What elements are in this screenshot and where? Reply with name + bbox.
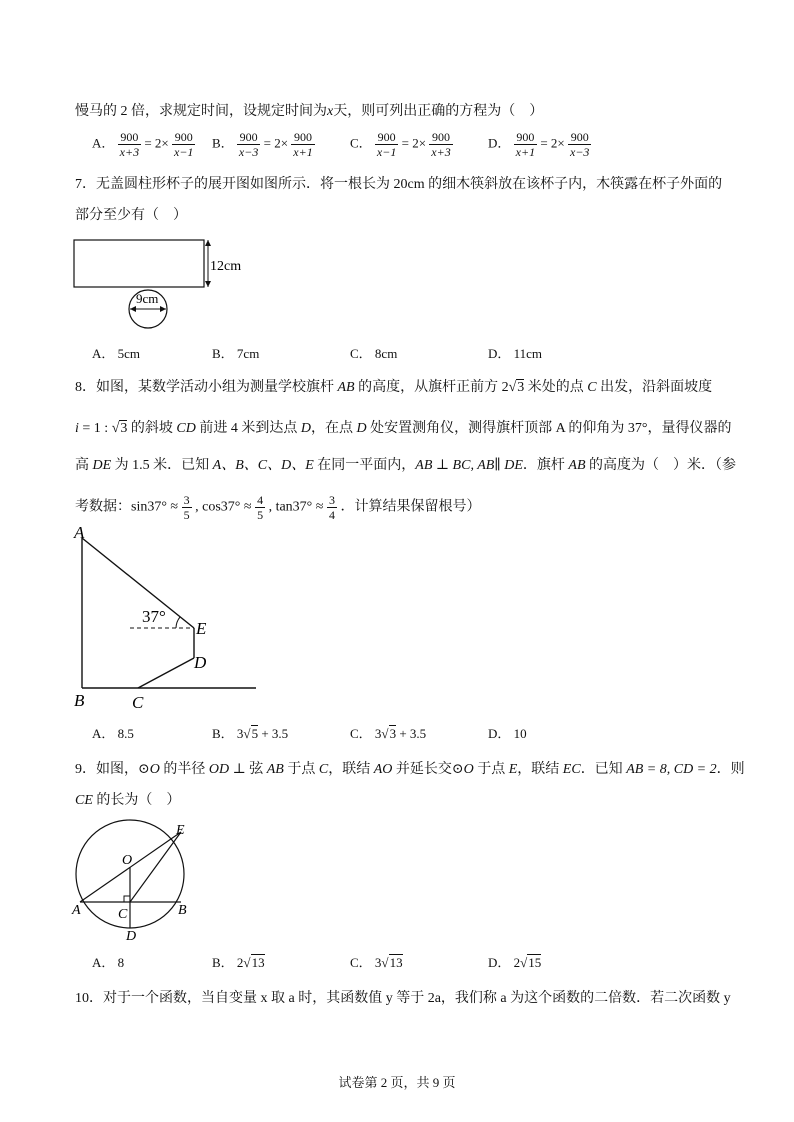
label-D: D — [126, 929, 137, 942]
q7-figure — [70, 236, 250, 332]
label-O: O — [122, 853, 133, 868]
angle-label: 37° — [142, 607, 166, 626]
q6-option-a[interactable]: A． $\frac{900}{x+3}$ = 2× $\frac{900}{x-1}$ — [92, 130, 194, 159]
label-A: A — [72, 903, 81, 918]
q9-option-c[interactable]: C． 3√13 — [350, 955, 403, 970]
q8-stem-line2: i = 1 : √3 的斜坡 CD 前进 4 米到达点 D，在点 D 处安置测角仪，测得旗杆顶部 A 的仰角为 37°，量得仪器的 — [75, 421, 732, 436]
page-footer: 试卷第 2 页，共 9 页 — [338, 1075, 456, 1090]
label-B: B — [74, 691, 85, 710]
angle-arc — [176, 617, 180, 628]
q6-option-b[interactable]: B． $\frac{900}{x-3}$ = 2× $\frac{900}{x+1}$ — [212, 130, 313, 159]
q7-stem-line1: 7．无盖圆柱形杯子的展开图如图所示．将一根长为 20cm 的细木筷斜放在该杯子内，木筷露在杯子外面的 — [75, 177, 723, 192]
diameter-label: 9cm — [136, 291, 159, 306]
q8-stem-line1: 8．如图，某数学活动小组为测量学校旗杆 AB 的高度，从旗杆正前方 2√3 米处的点 C 出发，沿斜面坡度 — [75, 380, 713, 395]
label-D: D — [194, 653, 207, 672]
q8-stem-line4: 考数据：sin37° ≈ $\frac{3}{5}$ , cos37° ≈ $\frac{4}{5}$ , tan37° ≈ $\frac{3}{4}$ ．计算结果保留根号） — [75, 493, 481, 522]
height-label: 12cm — [210, 259, 242, 274]
q8-option-b[interactable]: B． 3√5 + 3.5 — [212, 726, 289, 741]
label-A: A — [74, 523, 85, 542]
slope-CD — [138, 658, 194, 688]
label-E: E — [176, 823, 185, 838]
label-C: C — [132, 693, 144, 712]
q8-stem-line3: 高 DE 为 1.5 米．已知 A、B、C、D、E 在同一平面内，AB ⊥ BC, AB∥ DE．旗杆 AB 的高度为（ ）米．（参 — [75, 458, 737, 473]
q7-stem-line2: 部分至少有（ ） — [75, 208, 187, 223]
right-angle-mark — [124, 896, 130, 902]
q10-stem-line1: 10．对于一个函数，当自变量 x 取 a 时，其函数值 y 等于 2a，我们称 a 为这个函数的二倍数．若二次函数 y — [75, 991, 731, 1006]
q9-option-b[interactable]: B． 2√13 — [212, 955, 265, 970]
q6-stem: 慢马的 2 倍，求规定时间，设规定时间为x天，则可列出正确的方程为（ ） — [75, 104, 544, 119]
q6-option-d[interactable]: D． $\frac{900}{x+1}$ = 2× $\frac{900}{x-3}$ — [488, 130, 590, 159]
q9-figure — [70, 818, 200, 942]
q7-option-a[interactable]: A． 5cm — [92, 346, 141, 361]
q9-option-a[interactable]: A． 8 — [92, 955, 125, 970]
q8-option-c[interactable]: C． 3√3 + 3.5 — [350, 726, 427, 741]
label-E: E — [196, 619, 207, 638]
q8-option-d[interactable]: D． 10 — [488, 726, 527, 741]
q7-option-d[interactable]: D． 11cm — [488, 346, 543, 361]
q8-figure — [70, 522, 270, 712]
label-B: B — [178, 903, 187, 918]
q9-stem-line2: CE 的长为（ ） — [75, 793, 181, 808]
q7-option-b[interactable]: B． 7cm — [212, 346, 260, 361]
q7-option-c[interactable]: C． 8cm — [350, 346, 398, 361]
label-C: C — [118, 907, 128, 922]
segment-EC — [130, 832, 181, 902]
q6-option-c[interactable]: C． $\frac{900}{x-1}$ = 2× $\frac{900}{x+3}$ — [350, 130, 451, 159]
cup-side-rect — [74, 240, 204, 287]
q8-option-a[interactable]: A． 8.5 — [92, 726, 134, 741]
q9-stem-line1: 9．如图，⊙O 的半径 OD ⊥ 弦 AB 于点 C，联结 AO 并延长交⊙O 于点 E，联结 EC．已知 AB = 8, CD = 2．则 — [75, 762, 745, 777]
q9-option-d[interactable]: D． 2√15 — [488, 955, 542, 970]
sight-line-AE — [82, 538, 194, 628]
